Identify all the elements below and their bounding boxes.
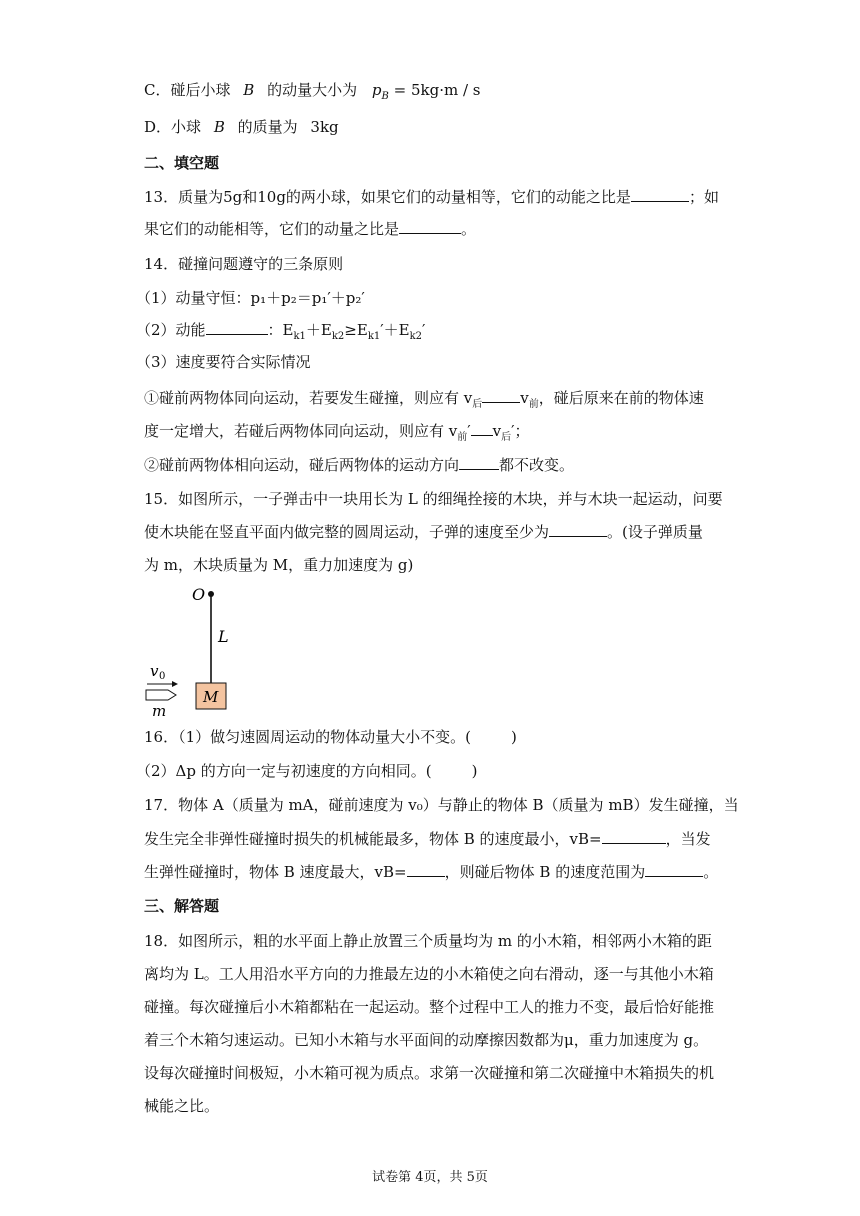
q14-text: ：E (267, 321, 294, 339)
q14-text: ②碰前两物体相向运动，碰后两物体的运动方向 (144, 456, 460, 474)
q14-rule2 (136, 320, 425, 340)
q14-text: ①碰前两物体同向运动，若要发生碰撞，则应有 v (144, 389, 473, 407)
answer-blank[interactable] (602, 829, 666, 844)
answer-blank[interactable] (206, 320, 268, 335)
q14-text: ≥E (344, 321, 368, 339)
sub: k1 (367, 331, 381, 342)
sub: 前 (457, 432, 468, 443)
q17-text: ，当发 (665, 830, 711, 848)
answer-blank[interactable] (471, 421, 493, 436)
sub: k2 (409, 331, 423, 342)
q17-text: 。 (703, 863, 719, 881)
q16-text: ) (471, 762, 478, 780)
q14-text: 度一定增大，若碰后两物体同向运动，则应有 v (144, 422, 458, 440)
ball-label: B (213, 118, 225, 136)
q16-text: 16．（1）做匀速圆周运动的物体动量大小不变。( (144, 728, 471, 746)
bullet-label: m (152, 702, 167, 720)
q14-title: 14．碰撞问题遵守的三条原则 (144, 255, 344, 273)
q13-line2 (144, 219, 476, 239)
q14-text: ′＋E (380, 321, 410, 339)
q18-line6: 械能之比。 (144, 1097, 220, 1115)
ball-sub: B (381, 91, 389, 102)
q15-line3: 为 m，木块质量为 M，重力加速度为 g) (144, 556, 414, 574)
q14-text: ′； (511, 422, 530, 440)
sub: 后 (472, 399, 483, 410)
option-d-mid: 的质量为 (237, 118, 298, 136)
q13-text: 13．质量为5g和10g的两小球，如果它们的动量相等，它们的动能之比是 (144, 188, 631, 206)
option-d-value: 3kg (310, 118, 339, 136)
q14-text: v (520, 389, 529, 407)
q17-text: ，则碰后物体 B 的速度范围为 (444, 863, 646, 881)
q16-line1 (144, 727, 517, 747)
q13-text: ；如 (688, 188, 719, 206)
option-d (144, 117, 339, 137)
answer-blank[interactable] (482, 388, 520, 403)
q13-text: 果它们的动能相等，它们的动量之比是 (144, 220, 400, 238)
q15-line2 (144, 522, 703, 542)
sub: k1 (293, 331, 306, 342)
q14-text: ′ (422, 321, 426, 339)
q14-text: v (492, 422, 502, 440)
answer-blank[interactable] (549, 522, 607, 537)
option-c: C．碰后小球 B 的动量大小为 $p_B = 5kg\cdot m / s$ (144, 81, 481, 102)
q14-sub2 (144, 455, 574, 475)
q14-rule1: （1）动量守恒：p₁＋p₂＝p₁′＋p₂′ (136, 289, 365, 307)
q15-line1: 15．如图所示，一子弹击中一块用长为 L 的细绳拴接的木块，并与木块一起运动，问要 (144, 490, 723, 508)
q17-line2 (144, 829, 711, 849)
q15-text: 。(设子弹质量 (607, 523, 703, 541)
q17-line1: 17．物体 A（质量为 mA，碰前速度为 v₀）与静止的物体 B（质量为 mB）发生碰撞，当 (144, 796, 739, 814)
page-footer: 试卷第 4页，共 5页 (372, 1170, 488, 1185)
ball-label: B (243, 81, 255, 99)
q13-text: 。 (461, 220, 477, 238)
option-c-text: C．碰后小球 (144, 81, 231, 99)
answer-blank[interactable] (631, 187, 689, 202)
block-label: M (203, 688, 219, 706)
q16-line2 (136, 761, 477, 781)
pivot-label: O (192, 585, 206, 604)
answer-blank[interactable] (459, 455, 499, 470)
velocity-sub: 0 (159, 671, 166, 682)
q14-sub1-line1 (144, 388, 704, 408)
q18-line1: 18．如图所示，粗的水平面上静止放置三个质量均为 m 的小木箱，相邻两小木箱的距 (144, 932, 712, 950)
option-c-value: = 5kg·m / s (393, 81, 481, 99)
section-heading-answer: 三、解答题 (144, 897, 220, 915)
answer-blank[interactable] (645, 862, 703, 877)
arrow-head (172, 681, 178, 687)
q17-text: 生弹性碰撞时，物体 B 速度最大，vB= (144, 863, 407, 881)
bullet-shape (146, 690, 176, 700)
sub: k2 (331, 331, 345, 342)
pendulum-figure (140, 584, 250, 724)
section-heading-fill: 二、填空题 (144, 154, 220, 172)
q14-text: ′ (467, 422, 471, 440)
q14-text: 都不改变。 (499, 456, 575, 474)
q14-text: （2）动能 (136, 321, 206, 339)
option-d-text: D．小球 (144, 118, 202, 136)
velocity-label: v (150, 662, 159, 680)
q17-text: 发生完全非弹性碰撞时损失的机械能最多，物体 B 的速度最小，vB= (144, 830, 602, 848)
q18-line4: 着三个木箱匀速运动。已知小木箱与水平面间的动摩擦因数都为μ，重力加速度为 g。 (144, 1031, 709, 1049)
option-c-mid: 的动量大小为 (267, 81, 358, 99)
q18-line3: 碰撞。每次碰撞后小木箱都粘在一起运动。整个过程中工人的推力不变，最后恰好能推 (144, 998, 715, 1016)
q14-sub1-line2 (144, 421, 530, 441)
q17-line3 (144, 862, 718, 882)
q18-line5: 设每次碰撞时间极短，小木箱可视为质点。求第一次碰撞和第二次碰撞中木箱损失的机 (144, 1064, 715, 1082)
q14-text: ，碰后原来在前的物体速 (538, 389, 704, 407)
sub: 后 (501, 432, 512, 443)
q13-line1 (144, 187, 719, 207)
q14-rule3: （3）速度要符合实际情况 (136, 353, 311, 371)
answer-blank[interactable] (399, 219, 461, 234)
q14-text: ＋E (305, 321, 332, 339)
q16-text: （2）Δp 的方向一定与初速度的方向相同。( (136, 762, 432, 780)
length-label: L (218, 627, 229, 646)
sub: 前 (528, 399, 539, 410)
answer-blank[interactable] (407, 862, 445, 877)
q16-text: ) (511, 728, 517, 746)
q18-line2: 离均为 L。工人用沿水平方向的力推最左边的小木箱使之向右滑动，逐一与其他小木箱 (144, 965, 714, 983)
q15-text: 使木块能在竖直平面内做完整的圆周运动，子弹的速度至少为 (144, 523, 550, 541)
